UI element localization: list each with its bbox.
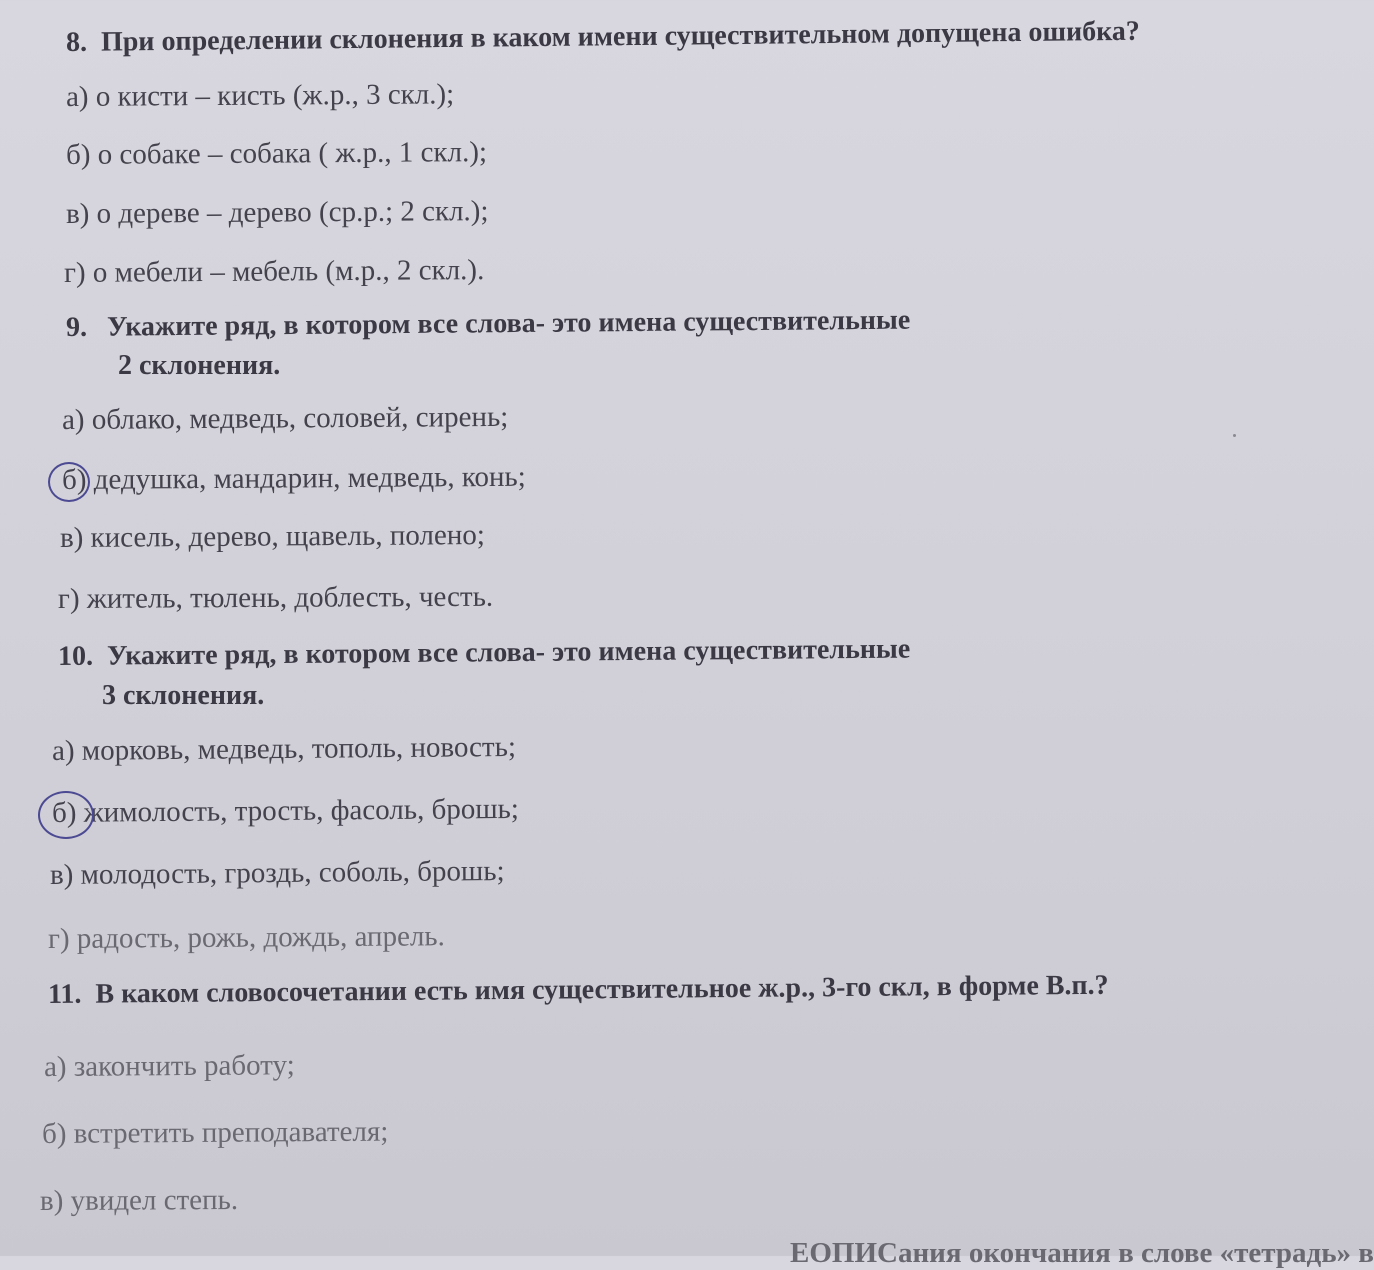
question-10-option-a: а) морковь, медведь, тополь, новость; — [51, 730, 517, 767]
question-9-option-b: б) дедушка, мандарин, медведь, конь; — [61, 460, 526, 496]
question-8-option-a: а) о кисти – кисть (ж.р., 3 скл.); — [65, 78, 455, 113]
question-10-title-line2: 3 склонения. — [102, 680, 265, 711]
question-8-text: При определении склонения в каком имени существительном допущена ошибка? — [100, 15, 1141, 58]
question-9-title-line2: 2 склонения. — [118, 350, 281, 381]
question-10-number: 10. — [57, 640, 94, 672]
question-10-title-line1 — [58, 633, 911, 674]
paper-speck — [1233, 434, 1236, 437]
cut-off-line: ЕОПИСания окончания в слове «тетрадь» в — [790, 1237, 1374, 1269]
question-11-title — [48, 969, 1109, 1012]
question-11-option-a: а) закончить работу; — [43, 1049, 295, 1083]
question-10-option-v: в) молодость, гроздь, соболь, брошь; — [49, 855, 505, 891]
question-8-title — [66, 15, 1140, 60]
question-8-option-g: г) о мебели – мебель (м.р., 2 скл.). — [63, 254, 485, 289]
question-11-text: В каком словосочетании есть имя существительное ж.р., 3-го скл, в форме В.п.? — [95, 969, 1109, 1010]
question-9-title-line1 — [66, 304, 911, 345]
question-11-number: 11. — [47, 978, 82, 1010]
question-9-option-v: в) кисель, дерево, щавель, полено; — [59, 519, 485, 554]
question-8-option-b: б) о собаке – собака ( ж.р., 1 скл.); — [65, 136, 488, 171]
question-9-number: 9. — [65, 311, 88, 343]
question-11-option-b: б) встретить преподавателя; — [41, 1115, 389, 1150]
question-8-number: 8. — [65, 26, 88, 58]
question-9-option-a: а) облако, медведь, соловей, сирень; — [61, 400, 509, 436]
question-11-option-v: в) увидел степь. — [39, 1183, 239, 1217]
question-9-option-g: г) житель, тюлень, доблесть, честь. — [57, 580, 494, 615]
answer-circle-q9 — [48, 462, 90, 502]
question-9-text: Укажите ряд, в котором все слова- это имена существительные — [106, 304, 911, 343]
question-8-option-v: в) о дереве – дерево (ср.р.; 2 скл.); — [65, 195, 489, 230]
question-10-text: Укажите ряд, в котором все слова- это имена существительные — [106, 633, 911, 672]
question-10-option-b: б) жимолость, трость, фасоль, брошь; — [51, 792, 520, 829]
question-10-option-g: г) радость, рожь, дождь, апрель. — [47, 920, 445, 955]
answer-circle-q10 — [38, 791, 94, 839]
